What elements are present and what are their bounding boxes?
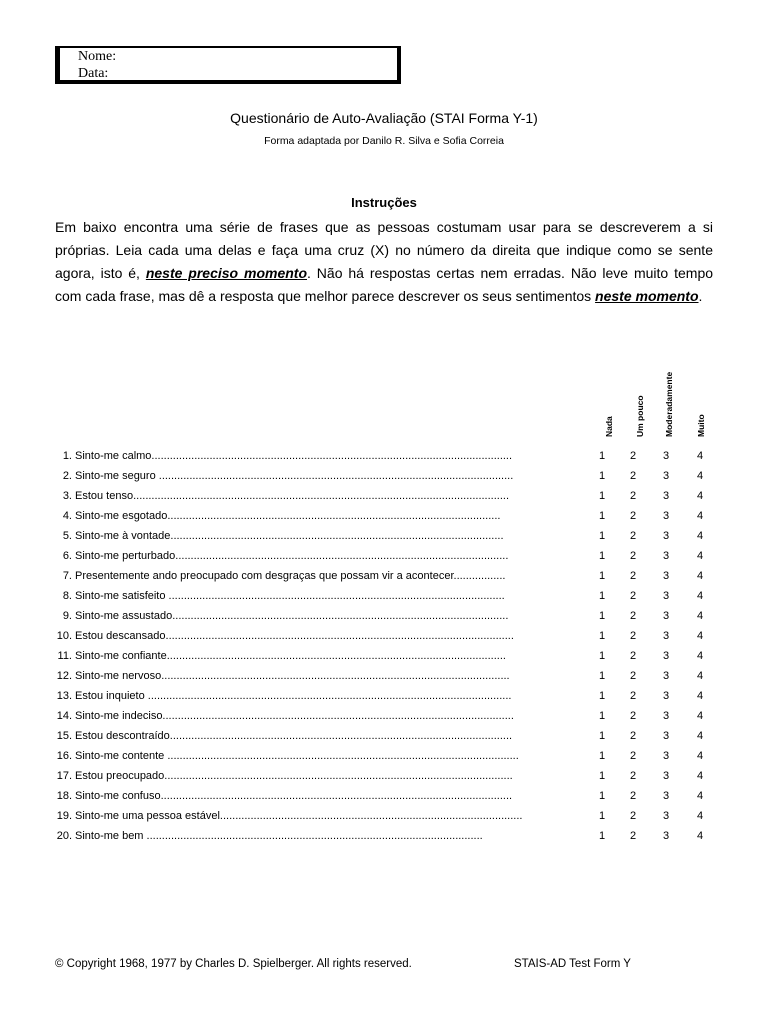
item-statement: Sinto-me bem .............................................................................................................. [75, 830, 483, 842]
rating-option-2[interactable]: 2 [629, 570, 637, 582]
item-number: 4. [62, 510, 72, 522]
list-item [55, 670, 715, 690]
item-number: 8. [62, 590, 72, 602]
rating-option-2[interactable]: 2 [629, 650, 637, 662]
rating-option-1[interactable]: 1 [598, 710, 606, 722]
item-number: 10. [56, 630, 72, 642]
scale-label-muito: Muito [696, 414, 706, 437]
item-statement: Estou descontraído................................................................................................................ [75, 730, 513, 742]
list-item [55, 790, 715, 810]
rating-option-4[interactable]: 4 [696, 670, 704, 682]
rating-option-1[interactable]: 1 [598, 610, 606, 622]
rating-option-4[interactable]: 4 [696, 510, 704, 522]
list-item [55, 570, 715, 590]
rating-option-1[interactable]: 1 [598, 470, 606, 482]
item-number: 1. [62, 450, 72, 462]
copyright-text: © Copyright 1968, 1977 by Charles D. Spielberger. All rights reserved. [55, 958, 412, 970]
rating-option-4[interactable]: 4 [696, 530, 704, 542]
item-statement: Sinto-me seguro .................................................................................................................... [75, 470, 514, 482]
item-statement: Sinto-me esgotado............................................................................................................. [75, 510, 501, 522]
item-statement: Sinto-me uma pessoa estável................................................................................................... [75, 810, 523, 822]
list-item [55, 630, 715, 650]
rating-option-3[interactable]: 3 [662, 610, 670, 622]
form-code: STAIS-AD Test Form Y [514, 958, 631, 970]
rating-option-1[interactable]: 1 [598, 450, 606, 462]
rating-option-1[interactable]: 1 [598, 770, 606, 782]
list-item [55, 710, 715, 730]
rating-option-1[interactable]: 1 [598, 650, 606, 662]
item-number: 18. [56, 790, 72, 802]
rating-option-4[interactable]: 4 [696, 770, 704, 782]
item-statement: Sinto-me confiante............................................................................................................... [75, 650, 506, 662]
instructions-text [55, 216, 713, 308]
rating-option-1[interactable]: 1 [598, 670, 606, 682]
item-number: 5. [62, 530, 72, 542]
page-subtitle: Forma adaptada por Danilo R. Silva e Sofia Correia [264, 135, 504, 147]
rating-option-3[interactable]: 3 [662, 730, 670, 742]
rating-option-4[interactable]: 4 [696, 650, 704, 662]
rating-option-3[interactable]: 3 [662, 630, 670, 642]
rating-option-4[interactable]: 4 [696, 730, 704, 742]
item-number: 17. [56, 770, 72, 782]
rating-option-3[interactable]: 3 [662, 810, 670, 822]
rating-option-3[interactable]: 3 [662, 830, 670, 842]
item-number: 3. [62, 490, 72, 502]
list-item [55, 690, 715, 710]
rating-option-3[interactable]: 3 [662, 550, 670, 562]
name-label: Nome: [78, 49, 117, 64]
rating-option-3[interactable]: 3 [662, 590, 670, 602]
item-number: 13. [56, 690, 72, 702]
instructions-part-3: . [698, 288, 703, 304]
date-label: Data: [78, 66, 109, 81]
item-number: 19. [56, 810, 72, 822]
rating-option-1[interactable]: 1 [598, 810, 606, 822]
rating-option-4[interactable]: 4 [696, 630, 704, 642]
item-number: 11. [57, 650, 72, 662]
item-statement: Sinto-me nervoso.................................................................................................................. [75, 670, 510, 682]
list-item [55, 450, 715, 470]
rating-option-4[interactable]: 4 [696, 790, 704, 802]
rating-option-2[interactable]: 2 [629, 810, 637, 822]
list-item [55, 810, 715, 830]
rating-option-4[interactable]: 4 [696, 690, 704, 702]
list-item [55, 730, 715, 750]
item-statement: Sinto-me confuso................................................................................................................... [75, 790, 513, 802]
item-statement: Estou descansado.................................................................................................................. [75, 630, 514, 642]
item-number: 7. [62, 570, 72, 582]
rating-option-3[interactable]: 3 [662, 470, 670, 482]
scale-label-moderadamente: Moderadamente [664, 371, 674, 437]
item-statement: Sinto-me satisfeito .............................................................................................................. [75, 590, 505, 602]
rating-option-4[interactable]: 4 [696, 750, 704, 762]
item-number: 20. [56, 830, 72, 842]
item-statement: Sinto-me perturbado............................................................................................................. [75, 550, 509, 562]
rating-option-4[interactable]: 4 [696, 830, 704, 842]
rating-option-3[interactable]: 3 [662, 650, 670, 662]
rating-option-4[interactable]: 4 [696, 710, 704, 722]
rating-option-2[interactable]: 2 [629, 490, 637, 502]
item-number: 2. [62, 470, 72, 482]
instructions-part-2: . Não há respostas certas nem erradas. Não leve muito tempo com cada frase, mas dê a resposta que melhor parece descrever os seus sentimentos [55, 265, 714, 304]
rating-option-4[interactable]: 4 [696, 550, 704, 562]
emphasis-neste-preciso-momento: neste preciso momento [145, 265, 308, 281]
scale-label-nada: Nada [604, 416, 614, 437]
rating-option-3[interactable]: 3 [662, 490, 670, 502]
list-item [55, 470, 715, 490]
item-statement: Estou inquieto ....................................................................................................................... [75, 690, 512, 702]
rating-option-2[interactable]: 2 [629, 590, 637, 602]
rating-option-4[interactable]: 4 [696, 590, 704, 602]
item-number: 12. [56, 670, 72, 682]
scale-label-um-pouco: Um pouco [635, 395, 645, 437]
item-statement: Presentemente ando preocupado com desgraças que possam vir a acontecer................. [75, 570, 506, 582]
rating-option-4[interactable]: 4 [696, 570, 704, 582]
rating-option-2[interactable]: 2 [629, 670, 637, 682]
rating-option-3[interactable]: 3 [662, 690, 670, 702]
rating-option-2[interactable]: 2 [629, 550, 637, 562]
identification-box [55, 46, 401, 84]
instructions-part-1: Em baixo encontra uma série de frases que as pessoas costumam usar para se descreverem a si próprias. Leia cada uma delas e faça uma cruz (X) no número da direita que indique como se sente agora, isto é, [55, 219, 713, 281]
rating-option-1[interactable]: 1 [598, 490, 606, 502]
rating-option-3[interactable]: 3 [662, 670, 670, 682]
rating-option-3[interactable]: 3 [662, 790, 670, 802]
item-statement: Estou tenso........................................................................................................................... [75, 490, 510, 502]
rating-option-1[interactable]: 1 [598, 630, 606, 642]
item-number: 15. [56, 730, 72, 742]
rating-option-2[interactable]: 2 [629, 690, 637, 702]
item-number: 14. [56, 710, 72, 722]
emphasis-neste-momento: neste momento [595, 288, 699, 304]
rating-option-2[interactable]: 2 [629, 450, 637, 462]
item-statement: Sinto-me indeciso................................................................................................................... [75, 710, 514, 722]
rating-option-2[interactable]: 2 [629, 730, 637, 742]
rating-option-2[interactable]: 2 [629, 470, 637, 482]
rating-option-2[interactable]: 2 [629, 790, 637, 802]
list-item [55, 510, 715, 530]
rating-option-3[interactable]: 3 [662, 570, 670, 582]
rating-option-4[interactable]: 4 [696, 470, 704, 482]
item-statement: Estou preocupado.................................................................................................................. [75, 770, 513, 782]
list-item [55, 550, 715, 570]
item-number: 9. [62, 610, 72, 622]
rating-option-1[interactable]: 1 [598, 790, 606, 802]
list-item [55, 610, 715, 630]
rating-option-2[interactable]: 2 [629, 610, 637, 622]
rating-option-3[interactable]: 3 [662, 710, 670, 722]
rating-option-2[interactable]: 2 [629, 750, 637, 762]
rating-option-1[interactable]: 1 [598, 730, 606, 742]
instructions-heading: Instruções [351, 195, 417, 210]
rating-option-2[interactable]: 2 [629, 830, 637, 842]
page-title: Questionário de Auto-Avaliação (STAI Forma Y-1) [230, 110, 538, 126]
rating-option-4[interactable]: 4 [696, 810, 704, 822]
item-statement: Sinto-me à vontade............................................................................................................. [75, 530, 504, 542]
item-number: 6. [62, 550, 72, 562]
rating-option-1[interactable]: 1 [598, 530, 606, 542]
rating-option-1[interactable]: 1 [598, 590, 606, 602]
list-item [55, 750, 715, 770]
list-item [55, 830, 715, 850]
rating-option-3[interactable]: 3 [662, 770, 670, 782]
rating-option-3[interactable]: 3 [662, 450, 670, 462]
rating-option-3[interactable]: 3 [662, 530, 670, 542]
rating-option-2[interactable]: 2 [629, 710, 637, 722]
list-item [55, 770, 715, 790]
rating-option-1[interactable]: 1 [598, 570, 606, 582]
rating-option-4[interactable]: 4 [696, 610, 704, 622]
list-item [55, 490, 715, 510]
rating-option-2[interactable]: 2 [629, 770, 637, 782]
rating-option-2[interactable]: 2 [629, 530, 637, 542]
item-statement: Sinto-me assustado.............................................................................................................. [75, 610, 509, 622]
item-statement: Sinto-me contente ................................................................................................................... [75, 750, 519, 762]
rating-option-4[interactable]: 4 [696, 450, 704, 462]
rating-option-1[interactable]: 1 [598, 830, 606, 842]
item-statement: Sinto-me calmo...................................................................................................................... [75, 450, 513, 462]
item-number: 16. [56, 750, 72, 762]
rating-option-3[interactable]: 3 [662, 750, 670, 762]
list-item [55, 530, 715, 550]
rating-option-1[interactable]: 1 [598, 550, 606, 562]
rating-option-1[interactable]: 1 [598, 750, 606, 762]
rating-option-3[interactable]: 3 [662, 510, 670, 522]
rating-option-1[interactable]: 1 [598, 510, 606, 522]
rating-option-2[interactable]: 2 [629, 510, 637, 522]
list-item [55, 650, 715, 670]
rating-option-1[interactable]: 1 [598, 690, 606, 702]
rating-option-2[interactable]: 2 [629, 630, 637, 642]
list-item [55, 590, 715, 610]
rating-option-4[interactable]: 4 [696, 490, 704, 502]
